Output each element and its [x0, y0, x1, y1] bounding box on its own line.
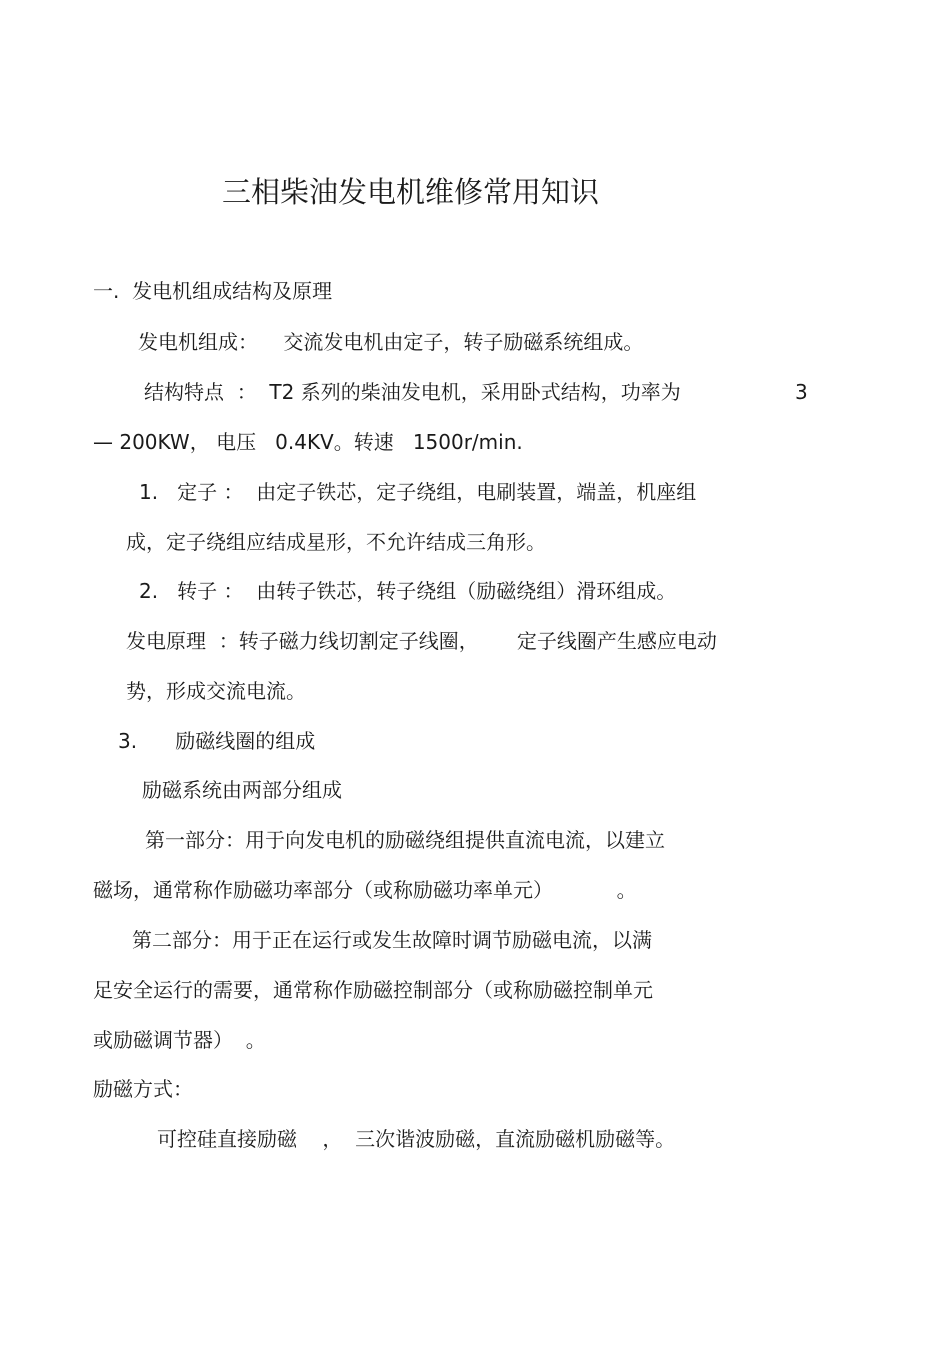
list-item: 3. 励磁线圈的组成	[118, 729, 316, 753]
paragraph-line: 势，形成交流电流。	[126, 679, 306, 703]
paragraph-line: 3	[795, 380, 808, 404]
paragraph-line: 发电机组成： 交流发电机由定子，转子励磁系统组成。	[138, 330, 644, 354]
paragraph-line: 第二部分：用于正在运行或发生故障时调节励磁电流，以满	[132, 928, 652, 952]
section-heading: 一. 发电机组成结构及原理	[93, 279, 333, 303]
paragraph-line: 励磁系统由两部分组成	[142, 778, 342, 802]
paragraph-line: 成，定子绕组应结成星形，不允许结成三角形。	[126, 530, 546, 554]
paragraph-line: — 200KW， 电压 0.4KV。转速 1500r/min.	[93, 430, 523, 454]
document-title: 三相柴油发电机维修常用知识	[222, 175, 600, 209]
paragraph-line: 励磁方式：	[93, 1077, 193, 1101]
paragraph-line: 结构特点 ： T2 系列的柴油发电机，采用卧式结构，功率为	[144, 380, 681, 404]
paragraph-line: 足安全运行的需要，通常称作励磁控制部分（或称励磁控制单元	[93, 978, 653, 1002]
paragraph-line: 可控硅直接励磁 ， 三次谐波励磁，直流励磁机励磁等。	[157, 1127, 676, 1151]
paragraph-line: 或励磁调节器） 。	[93, 1028, 266, 1052]
paragraph-line: 发电原理 ：转子磁力线切割定子线圈， 定子线圈产生感应电动	[126, 629, 717, 653]
list-item: 1. 定子 ： 由定子铁芯，定子绕组，电刷装置，端盖，机座组	[139, 480, 697, 504]
paragraph-line: 磁场，通常称作励磁功率部分（或称励磁功率单元） 。	[93, 878, 637, 902]
list-item: 2. 转子 ： 由转子铁芯，转子绕组（励磁绕组）滑环组成。	[139, 579, 677, 603]
paragraph-line: 第一部分：用于向发电机的励磁绕组提供直流电流，以建立	[145, 828, 665, 852]
